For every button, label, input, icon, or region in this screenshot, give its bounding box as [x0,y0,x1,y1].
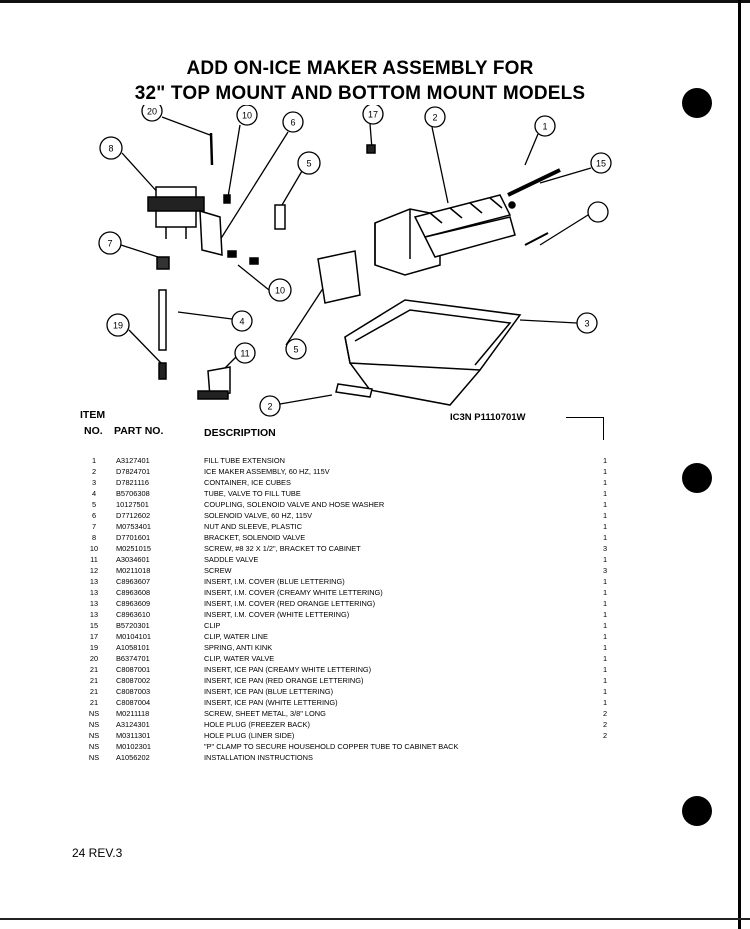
header-part-no: PART NO. [114,425,164,437]
parts-row [84,587,614,598]
exploded-diagram [70,105,630,425]
part-description: "P" CLAMP TO SECURE HOUSEHOLD COPPER TUBE TO CABINET BACK [204,742,459,751]
part-description: FILL TUBE EXTENSION [204,456,285,465]
item-number: 3 [91,478,97,487]
quantity: 1 [602,489,608,498]
parts-row [84,543,614,554]
water-line-clip [367,145,375,153]
part-description: INSERT, I.M. COVER (CREAMY WHITE LETTERING) [204,588,383,597]
leader-line [121,245,158,257]
item-number: 7 [91,522,97,531]
leader-line [178,312,232,319]
part-description: SCREW, SHEET METAL, 3/8" LONG [204,709,326,718]
valve-bracket [200,211,222,255]
item-number: 19 [89,643,99,652]
part-number: D7821116 [116,478,150,487]
part-description: SOLENOID VALVE, 60 HZ, 115V [204,511,313,520]
parts-row [84,631,614,642]
callout-3: 3 [584,318,590,329]
water-valve-clip [211,133,212,165]
quantity: 1 [602,478,608,487]
parts-row [84,686,614,697]
callout-2b: 2 [267,401,273,412]
part-description: HOLE PLUG (FREEZER BACK) [204,720,310,729]
page-footer: 24 REV.3 [72,846,123,860]
item-number: 1 [91,456,97,465]
quantity: 1 [602,522,608,531]
part-number: C8963607 [116,577,151,586]
part-number: C8087002 [116,676,151,685]
item-number: 4 [91,489,97,498]
part-number: B5720301 [116,621,150,630]
part-description: COUPLING, SOLENOID VALVE AND HOSE WASHER [204,500,385,509]
item-number: 6 [91,511,97,520]
leader-line [238,265,269,290]
part-number: B5706308 [116,489,150,498]
part-description: NUT AND SLEEVE, PLASTIC [204,522,303,531]
part-number: A3127401 [116,456,150,465]
parts-row [84,620,614,631]
scan-edge-bottom [0,918,750,920]
quantity: 1 [602,533,608,542]
parts-row [84,708,614,719]
quantity: 1 [602,687,608,696]
parts-row [84,488,614,499]
part-number: C8963608 [116,588,151,597]
callout-circle [588,202,608,222]
item-number: 21 [89,665,99,674]
page-title-line2: 32" TOP MOUNT AND BOTTOM MOUNT MODELS [134,83,586,104]
leader-line [129,330,163,365]
item-number: 13 [89,588,99,597]
parts-row [84,730,614,741]
part-number: C8963610 [116,610,151,619]
parts-row [84,554,614,565]
callout-20: 20 [146,106,158,117]
item-number: 13 [89,610,99,619]
quantity: 1 [602,643,608,652]
part-description: INSERT, I.M. COVER (WHITE LETTERING) [204,610,350,619]
part-description: HOLE PLUG (LINER SIDE) [204,731,295,740]
item-number: 21 [89,698,99,707]
callout-7: 7 [107,238,113,249]
parts-row [84,719,614,730]
part-description: INSERT, ICE PAN (WHITE LETTERING) [204,698,338,707]
parts-row [84,521,614,532]
scan-edge-right [738,0,741,929]
part-number: A1058101 [116,643,150,652]
item-number: 13 [89,577,99,586]
quantity: 3 [602,566,608,575]
nut-sleeve [157,257,169,269]
quantity: 1 [602,500,608,509]
callout-10b: 10 [274,285,286,296]
part-number: D7712602 [116,511,151,520]
quantity: 2 [602,709,608,718]
parts-row [84,609,614,620]
part-description: INSERT, ICE PAN (RED ORANGE LETTERING) [204,676,364,685]
callout-4: 4 [239,316,245,327]
leader-line [228,125,240,197]
parts-row [84,741,614,752]
parts-row [84,510,614,521]
item-number: 11 [90,555,98,564]
parts-row [84,642,614,653]
leader-line [432,127,448,203]
parts-row [84,664,614,675]
quantity: 2 [602,731,608,740]
item-number: NS [88,709,100,718]
leader-line [282,171,302,205]
figure-bracket [566,417,604,440]
parts-row [84,565,614,576]
callout-19: 19 [112,320,124,331]
part-number: M0211018 [116,566,151,575]
figure-reference: IC3N P1110701W [450,412,526,423]
part-number: D7824701 [116,467,151,476]
quantity: 1 [602,610,608,619]
item-number: 20 [89,654,99,663]
part-number: M0102301 [116,742,151,751]
part-description: CONTAINER, ICE CUBES [204,478,291,487]
item-number: 2 [91,467,97,476]
item-number: NS [88,731,100,740]
quantity: 1 [602,621,608,630]
part-description: ICE MAKER ASSEMBLY, 60 HZ, 115V [204,467,330,476]
item-number: NS [88,753,100,762]
part-description: CLIP, WATER VALVE [204,654,275,663]
quantity: 1 [602,632,608,641]
header-no: NO. [84,425,103,437]
quantity: 1 [602,555,608,564]
part-number: M0211118 [116,709,150,718]
part-number: 10127501 [116,500,149,509]
part-number: A1056202 [116,753,150,762]
callout-6: 6 [290,117,296,128]
ice-container [345,300,520,370]
part-description: TUBE, VALVE TO FILL TUBE [204,489,301,498]
item-number: 13 [89,599,99,608]
parts-row [84,697,614,708]
parts-row [84,477,614,488]
part-description: SADDLE VALVE [204,555,259,564]
parts-row [84,752,614,763]
parts-row [84,576,614,587]
leader-line [520,320,577,323]
item-number: NS [88,720,100,729]
part-number: A3034601 [116,555,150,564]
item-number: 17 [89,632,99,641]
quantity: 1 [602,511,608,520]
item-number: 12 [89,566,99,575]
leader-line [122,153,160,195]
quantity: 1 [602,599,608,608]
quantity: 1 [602,676,608,685]
cover-insert [318,251,360,303]
part-description: INSERT, ICE PAN (CREAMY WHITE LETTERING) [204,665,372,674]
parts-row [84,653,614,664]
part-description: INSERT, ICE PAN (BLUE LETTERING) [204,687,334,696]
fill-tube-extension [508,170,560,195]
binder-hole-bottom [682,796,712,826]
part-number: C8087004 [116,698,151,707]
callout-11: 11 [240,348,250,359]
item-number: 21 [89,676,99,685]
part-description: BRACKET, SOLENOID VALVE [204,533,306,542]
quantity: 1 [602,456,608,465]
leader-line [162,117,210,135]
header-description: DESCRIPTION [204,427,276,439]
quantity: 1 [602,654,608,663]
part-number: C8963609 [116,599,151,608]
quantity: 1 [602,588,608,597]
part-description: INSTALLATION INSTRUCTIONS [204,753,313,762]
valve-coupling [275,205,285,229]
part-number: M0104101 [116,632,151,641]
item-number: 10 [89,544,99,553]
parts-row [84,675,614,686]
part-number: M0753401 [116,522,151,531]
quantity: 3 [602,544,608,553]
callout-5b: 5 [293,344,299,355]
part-number: M0251015 [116,544,151,553]
scan-edge-top [0,0,750,3]
callout-17: 17 [367,109,379,120]
parts-list [84,455,614,763]
part-number: A3124301 [116,720,150,729]
part-description: SCREW, #8 32 X 1/2", BRACKET TO CABINET [204,544,361,553]
quantity: 2 [602,720,608,729]
callout-1: 1 [542,121,548,132]
item-number: 5 [91,500,97,509]
callout-2: 2 [432,112,438,123]
item-number: NS [88,742,100,751]
callout-5: 5 [306,158,312,169]
parts-row [84,598,614,609]
header-item: ITEM [80,409,106,421]
leader-line [280,395,332,404]
part-description: CLIP, WATER LINE [204,632,268,641]
part-description: INSERT, I.M. COVER (RED ORANGE LETTERING) [204,599,376,608]
part-number: B6374701 [116,654,150,663]
parts-row [84,466,614,477]
parts-row [84,532,614,543]
item-number: 15 [89,621,99,630]
part-number: D7701601 [116,533,151,542]
part-description: CLIP [204,621,221,630]
parts-row [84,455,614,466]
page-title-line1: ADD ON-ICE MAKER ASSEMBLY FOR [186,58,534,79]
quantity: 1 [602,467,608,476]
quantity: 1 [602,698,608,707]
part-number: C8087003 [116,687,151,696]
item-number: 21 [89,687,99,696]
leader-line [540,215,588,245]
binder-hole-middle [682,463,712,493]
quantity: 1 [602,665,608,674]
parts-row [84,499,614,510]
part-description: SCREW [204,566,232,575]
part-description: SPRING, ANTI KINK [204,643,273,652]
callout-15: 15 [595,158,607,169]
callout-10: 10 [241,110,253,121]
part-number: C8087001 [116,665,151,674]
leader-line [525,134,538,165]
part-description: INSERT, I.M. COVER (BLUE LETTERING) [204,577,345,586]
item-number: 8 [91,533,97,542]
quantity: 1 [602,577,608,586]
part-number: M0311301 [116,731,151,740]
callout-8: 8 [108,143,114,154]
valve-tube [159,290,166,350]
